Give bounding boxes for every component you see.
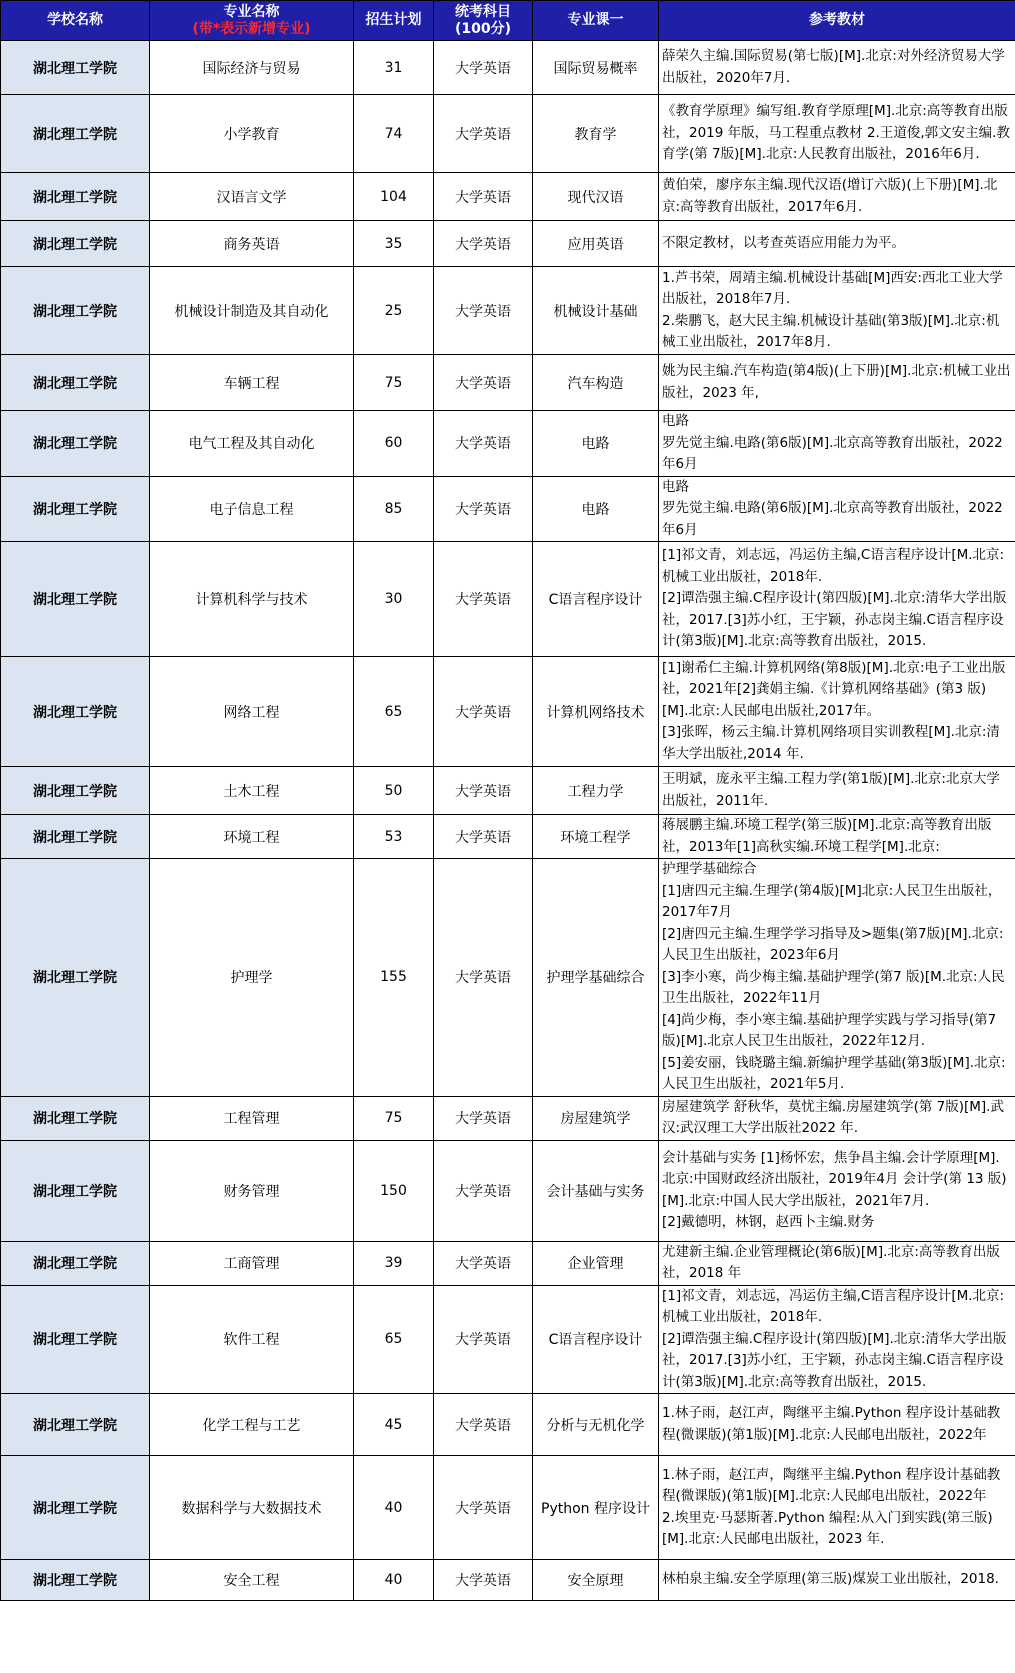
table-row bbox=[1, 859, 1015, 1097]
cell-course: 企业管理 bbox=[533, 1241, 659, 1285]
cell-plan: 60 bbox=[354, 411, 434, 477]
cell-plan: 74 bbox=[354, 95, 434, 173]
table-row bbox=[1, 1560, 1015, 1601]
table-row bbox=[1, 1394, 1015, 1456]
cell-textbook: 电路 罗先觉主编.电路(第6版)[M].北京高等教育出版社，2022年6月 bbox=[659, 476, 1015, 542]
cell-major: 环境工程 bbox=[150, 815, 354, 859]
cell-major: 网络工程 bbox=[150, 657, 354, 767]
cell-textbook: 护理学基础综合 [1]唐四元主编.生理学(第4版)[M]北京:人民卫生出版社，2017年7月 [2]唐四元主编.生理学学习指导及>题集(第7版)[M].北京:人民卫生出版社，2023年6月 [3]李小寒，尚少梅主编.基础护理学(第7 版)[M.北京:人民卫生出版社，2022年11月 [4]尚少梅，李小寒主编.基础护理学实践与学习指导(第7版)[M].北京人民卫生出版社，2022年12月. [5]姜安丽，钱晓璐主编.新编护理学基础(第3版)[M].北京:人民卫生出版社，2021年5月. bbox=[659, 859, 1015, 1097]
cell-course: 国际贸易概率 bbox=[533, 41, 659, 95]
cell-course: 会计基础与实务 bbox=[533, 1140, 659, 1241]
cell-exam: 大学英语 bbox=[434, 1140, 533, 1241]
cell-course: 环境工程学 bbox=[533, 815, 659, 859]
cell-school: 湖北理工学院 bbox=[1, 411, 150, 477]
cell-plan: 35 bbox=[354, 221, 434, 267]
table-row bbox=[1, 1096, 1015, 1140]
cell-school: 湖北理工学院 bbox=[1, 173, 150, 221]
cell-exam: 大学英语 bbox=[434, 41, 533, 95]
cell-plan: 75 bbox=[354, 1096, 434, 1140]
cell-exam: 大学英语 bbox=[434, 1096, 533, 1140]
cell-exam: 大学英语 bbox=[434, 221, 533, 267]
cell-textbook: 房屋建筑学 舒秋华，莫忧主编.房屋建筑学(第 7版)[M].武汉:武汉理工大学出版社2022 年. bbox=[659, 1096, 1015, 1140]
cell-course: 汽车构造 bbox=[533, 355, 659, 411]
cell-major: 小学教育 bbox=[150, 95, 354, 173]
cell-course: C语言程序设计 bbox=[533, 542, 659, 657]
cell-exam: 大学英语 bbox=[434, 355, 533, 411]
cell-school: 湖北理工学院 bbox=[1, 1241, 150, 1285]
cell-major: 商务英语 bbox=[150, 221, 354, 267]
cell-school: 湖北理工学院 bbox=[1, 815, 150, 859]
cell-textbook: 薛荣久主编.国际贸易(第七版)[M].北京:对外经济贸易大学出版社，2020年7月. bbox=[659, 41, 1015, 95]
cell-exam: 大学英语 bbox=[434, 95, 533, 173]
cell-textbook: 会计基础与实务 [1]杨怀宏，焦争昌主编.会计学原理[M].北京:中国财政经济出版社，2019年4月 会计学(第 13 版)[M].北京:中国人民大学出版社，2021年7月. [2]戴德明，林钢，赵西卜主编.财务 bbox=[659, 1140, 1015, 1241]
cell-course: 教育学 bbox=[533, 95, 659, 173]
cell-plan: 85 bbox=[354, 476, 434, 542]
cell-plan: 45 bbox=[354, 1394, 434, 1456]
cell-plan: 31 bbox=[354, 41, 434, 95]
cell-major: 工程管理 bbox=[150, 1096, 354, 1140]
table-row bbox=[1, 542, 1015, 657]
cell-exam: 大学英语 bbox=[434, 173, 533, 221]
table-row bbox=[1, 173, 1015, 221]
cell-major: 电子信息工程 bbox=[150, 476, 354, 542]
cell-exam: 大学英语 bbox=[434, 657, 533, 767]
cell-major: 电气工程及其自动化 bbox=[150, 411, 354, 477]
cell-school: 湖北理工学院 bbox=[1, 95, 150, 173]
cell-textbook: [1]谢希仁主编.计算机网络(第8版)[M].北京:电子工业出版社，2021年[2]龚娟主编.《计算机网络基础》(第3 版)[M].北京:人民邮电出版社,2017年。 [3]张晖，杨云主编.计算机网络项目实训教程[M].北京:清华大学出版社,2014 年. bbox=[659, 657, 1015, 767]
cell-school: 湖北理工学院 bbox=[1, 267, 150, 355]
cell-major: 工商管理 bbox=[150, 1241, 354, 1285]
table-row bbox=[1, 355, 1015, 411]
cell-major: 土木工程 bbox=[150, 767, 354, 815]
cell-major: 软件工程 bbox=[150, 1285, 354, 1394]
cell-school: 湖北理工学院 bbox=[1, 767, 150, 815]
header-plan: 招生计划 bbox=[354, 1, 434, 41]
cell-major: 数据科学与大数据技术 bbox=[150, 1456, 354, 1560]
cell-textbook: [1]祁文青，刘志远，冯运仿主编,C语言程序设计[M.北京:机械工业出版社，2018年. [2]谭浩强主编.C程序设计(第四版)[M].北京:清华大学出版社，2017.[3]苏小红，王宇颖，孙志岗主编.C语言程序设计(第3版)[M].北京:高等教育出版社，2015. bbox=[659, 1285, 1015, 1394]
header-row bbox=[1, 1, 1015, 41]
cell-exam: 大学英语 bbox=[434, 542, 533, 657]
cell-major: 车辆工程 bbox=[150, 355, 354, 411]
cell-school: 湖北理工学院 bbox=[1, 859, 150, 1097]
cell-exam: 大学英语 bbox=[434, 476, 533, 542]
cell-school: 湖北理工学院 bbox=[1, 1394, 150, 1456]
cell-course: 安全原理 bbox=[533, 1560, 659, 1601]
cell-course: 电路 bbox=[533, 476, 659, 542]
cell-textbook: 1.林子雨，赵江声，陶继平主编.Python 程序设计基础教程(微课版)(第1版)[M].北京:人民邮电出版社，2022年 bbox=[659, 1394, 1015, 1456]
cell-textbook: 姚为民主编.汽车构造(第4版)(上下册)[M].北京:机械工业出版社，2023 年, bbox=[659, 355, 1015, 411]
cell-textbook: 尤建新主编.企业管理概论(第6版)[M].北京:高等教育出版社，2018 年 bbox=[659, 1241, 1015, 1285]
header-course: 专业课一 bbox=[533, 1, 659, 41]
cell-plan: 65 bbox=[354, 1285, 434, 1394]
table-row bbox=[1, 476, 1015, 542]
cell-plan: 150 bbox=[354, 1140, 434, 1241]
cell-course: 现代汉语 bbox=[533, 173, 659, 221]
table-row bbox=[1, 1241, 1015, 1285]
cell-textbook: 王明斌，庞永平主编.工程力学(第1版)[M].北京:北京大学出版社，2011年. bbox=[659, 767, 1015, 815]
cell-textbook: [1]祁文青，刘志远，冯运仿主编,C语言程序设计[M.北京:机械工业出版社，2018年. [2]谭浩强主编.C程序设计(第四版)[M].北京:清华大学出版社，2017.[3]苏小红，王宇颖，孙志岗主编.C语言程序设计(第3版)[M].北京:高等教育出版社，2015. bbox=[659, 542, 1015, 657]
cell-school: 湖北理工学院 bbox=[1, 1285, 150, 1394]
cell-course: 机械设计基础 bbox=[533, 267, 659, 355]
cell-major: 机械设计制造及其自动化 bbox=[150, 267, 354, 355]
cell-exam: 大学英语 bbox=[434, 767, 533, 815]
cell-textbook: 电路 罗先觉主编.电路(第6版)[M].北京高等教育出版社，2022年6月 bbox=[659, 411, 1015, 477]
cell-plan: 53 bbox=[354, 815, 434, 859]
cell-exam: 大学英语 bbox=[434, 1285, 533, 1394]
cell-major: 安全工程 bbox=[150, 1560, 354, 1601]
cell-course: 工程力学 bbox=[533, 767, 659, 815]
cell-plan: 75 bbox=[354, 355, 434, 411]
cell-exam: 大学英语 bbox=[434, 1394, 533, 1456]
cell-plan: 25 bbox=[354, 267, 434, 355]
cell-textbook: 1.林子雨，赵江声，陶继平主编.Python 程序设计基础教程(微课版)(第1版)[M].北京:人民邮电出版社，2022年 2.埃里克·马瑟斯著.Python 编程:从入门到实践(第三版)[M].北京:人民邮电出版社，2023 年. bbox=[659, 1456, 1015, 1560]
cell-textbook: 1.芦书荣，周靖主编.机械设计基础[M]西安:西北工业大学出版社，2018年7月. 2.柴鹏飞，赵大民主编.机械设计基础(第3版)[M].北京:机械工业出版社，2017年8月. bbox=[659, 267, 1015, 355]
table-row bbox=[1, 657, 1015, 767]
cell-major: 护理学 bbox=[150, 859, 354, 1097]
cell-textbook: 林柏泉主编.安全学原理(第三版)煤炭工业出版社，2018. bbox=[659, 1560, 1015, 1601]
header-textbook: 参考教材 bbox=[659, 1, 1015, 41]
cell-school: 湖北理工学院 bbox=[1, 1456, 150, 1560]
header-major-label: 专业名称 bbox=[223, 3, 280, 20]
cell-school: 湖北理工学院 bbox=[1, 542, 150, 657]
table-row bbox=[1, 95, 1015, 173]
cell-school: 湖北理工学院 bbox=[1, 657, 150, 767]
cell-plan: 50 bbox=[354, 767, 434, 815]
cell-course: 应用英语 bbox=[533, 221, 659, 267]
cell-course: 计算机网络技术 bbox=[533, 657, 659, 767]
table-row bbox=[1, 767, 1015, 815]
cell-school: 湖北理工学院 bbox=[1, 221, 150, 267]
cell-course: 电路 bbox=[533, 411, 659, 477]
cell-major: 财务管理 bbox=[150, 1140, 354, 1241]
cell-course: 分析与无机化学 bbox=[533, 1394, 659, 1456]
table-row bbox=[1, 221, 1015, 267]
header-major-note: (带*表示新增专业) bbox=[192, 20, 311, 37]
cell-plan: 39 bbox=[354, 1241, 434, 1285]
table-row bbox=[1, 1456, 1015, 1560]
cell-school: 湖北理工学院 bbox=[1, 41, 150, 95]
cell-plan: 104 bbox=[354, 173, 434, 221]
cell-major: 化学工程与工艺 bbox=[150, 1394, 354, 1456]
header-exam-line2: (100分) bbox=[454, 20, 512, 37]
cell-exam: 大学英语 bbox=[434, 267, 533, 355]
cell-exam: 大学英语 bbox=[434, 1241, 533, 1285]
cell-textbook: 不限定教材，以考查英语应用能力为平。 bbox=[659, 221, 1015, 267]
cell-course: 房屋建筑学 bbox=[533, 1096, 659, 1140]
table-row bbox=[1, 1285, 1015, 1394]
cell-school: 湖北理工学院 bbox=[1, 1140, 150, 1241]
cell-school: 湖北理工学院 bbox=[1, 355, 150, 411]
table-row bbox=[1, 815, 1015, 859]
cell-textbook: 蒋展鹏主编.环境工程学(第三版)[M].北京:高等教育出版社，2013年[1]高秋实编.环境工程学[M].北京: bbox=[659, 815, 1015, 859]
cell-exam: 大学英语 bbox=[434, 815, 533, 859]
cell-school: 湖北理工学院 bbox=[1, 1560, 150, 1601]
cell-textbook: 黄伯荣，廖序东主编.现代汉语(增订六版)(上下册)[M].北京:高等教育出版社，2017年6月. bbox=[659, 173, 1015, 221]
cell-course: 护理学基础综合 bbox=[533, 859, 659, 1097]
cell-school: 湖北理工学院 bbox=[1, 476, 150, 542]
cell-exam: 大学英语 bbox=[434, 859, 533, 1097]
cell-major: 国际经济与贸易 bbox=[150, 41, 354, 95]
cell-plan: 40 bbox=[354, 1456, 434, 1560]
cell-exam: 大学英语 bbox=[434, 411, 533, 477]
cell-course: Python 程序设计 bbox=[533, 1456, 659, 1560]
cell-plan: 155 bbox=[354, 859, 434, 1097]
cell-plan: 65 bbox=[354, 657, 434, 767]
table-row bbox=[1, 267, 1015, 355]
cell-major: 计算机科学与技术 bbox=[150, 542, 354, 657]
table-row bbox=[1, 411, 1015, 477]
header-exam bbox=[434, 1, 533, 41]
header-exam-line1: 统考科目 bbox=[455, 3, 511, 20]
header-school: 学校名称 bbox=[1, 1, 150, 41]
cell-course: C语言程序设计 bbox=[533, 1285, 659, 1394]
table-row bbox=[1, 1140, 1015, 1241]
cell-textbook: 《教育学原理》编写组.教育学原理[M].北京:高等教育出版社，2019 年版，马工程重点教材 2.王道俊,郭文安主编.教育学(第 7版)[M].北京:人民教育出版社，2016年6月. bbox=[659, 95, 1015, 173]
cell-plan: 30 bbox=[354, 542, 434, 657]
cell-major: 汉语言文学 bbox=[150, 173, 354, 221]
cell-exam: 大学英语 bbox=[434, 1456, 533, 1560]
table-body bbox=[1, 41, 1015, 1601]
table-row bbox=[1, 41, 1015, 95]
cell-plan: 40 bbox=[354, 1560, 434, 1601]
header-major bbox=[150, 1, 354, 41]
cell-exam: 大学英语 bbox=[434, 1560, 533, 1601]
cell-school: 湖北理工学院 bbox=[1, 1096, 150, 1140]
